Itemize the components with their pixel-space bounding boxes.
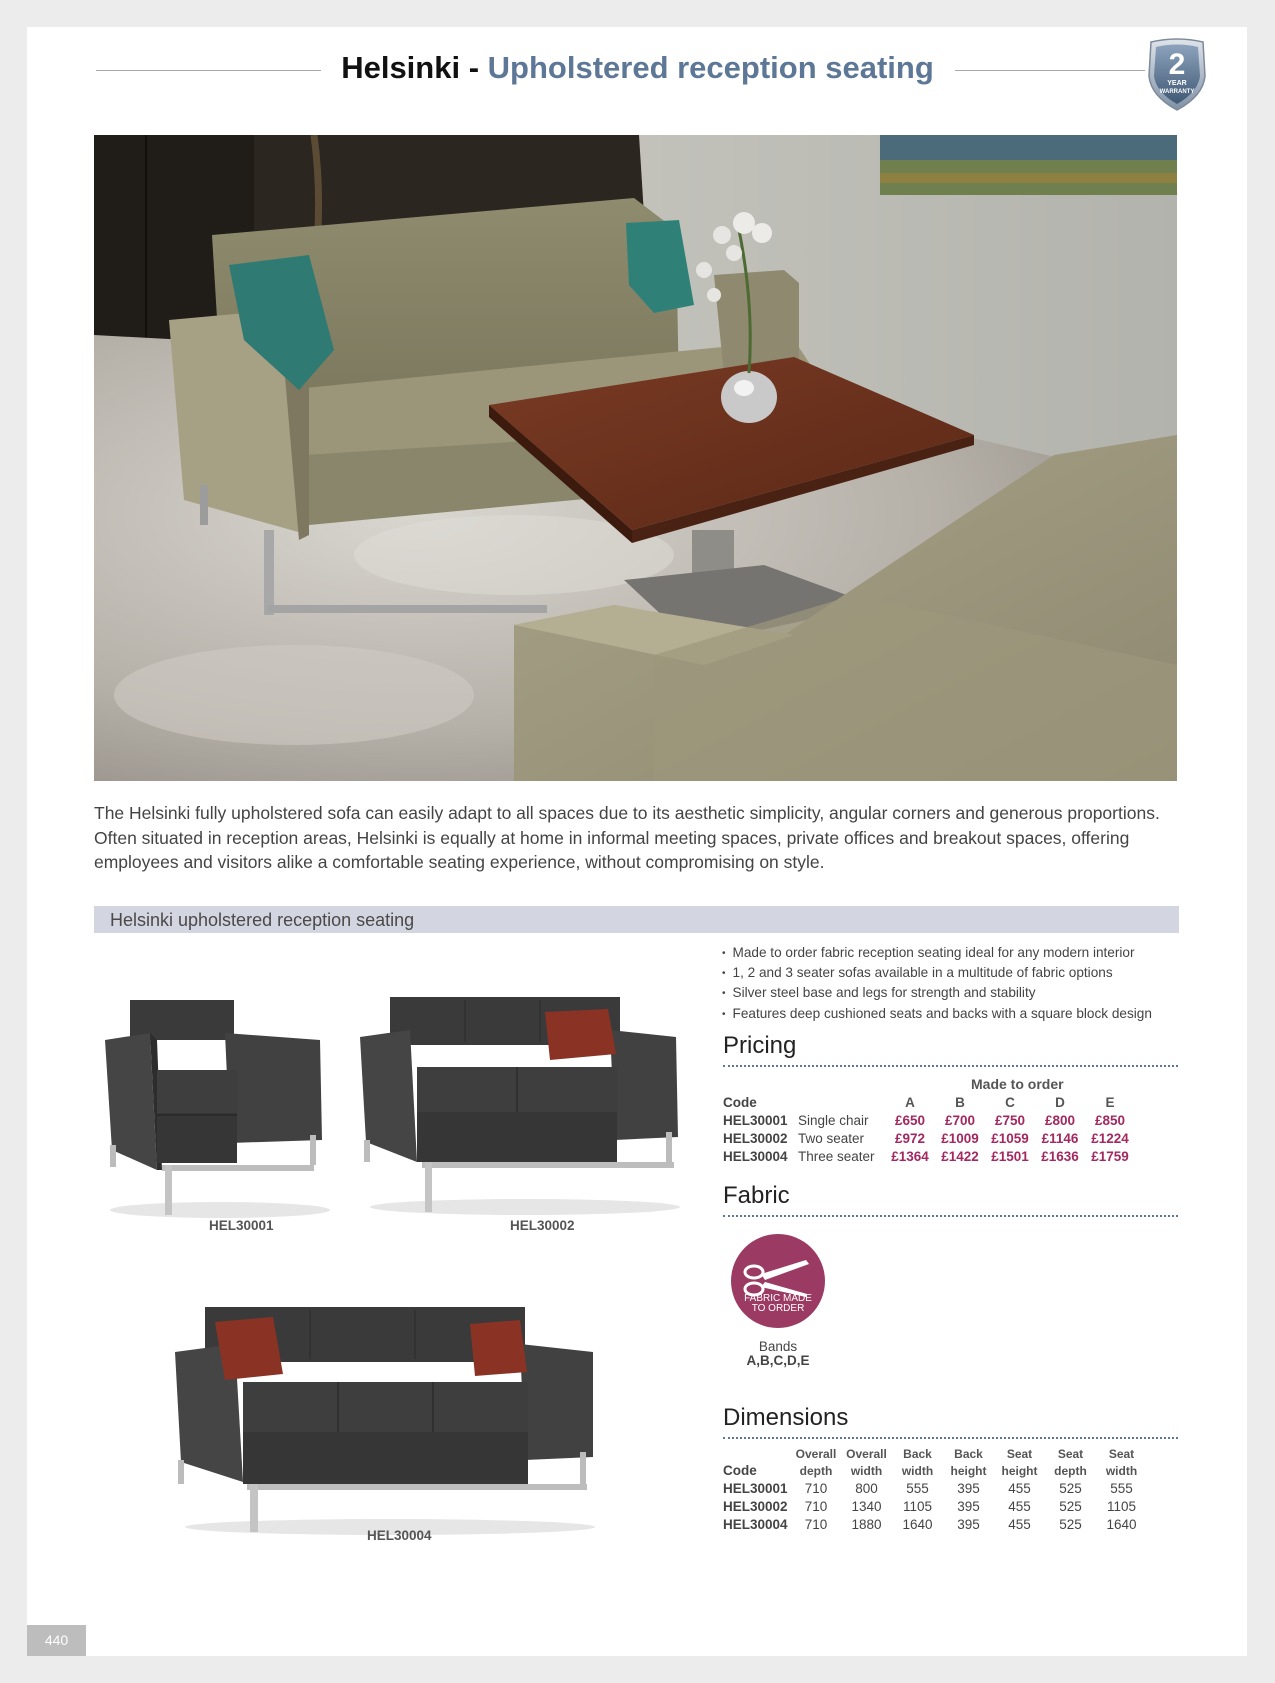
fabric-heading: Fabric — [723, 1182, 790, 1209]
row-code: HEL30001 — [723, 1113, 788, 1128]
bands-value: A,B,C,D,E — [746, 1353, 810, 1368]
dim-cell: 455 — [1008, 1517, 1031, 1532]
three-seater-image — [175, 1302, 595, 1537]
product-code-hel30001: HEL30001 — [209, 1218, 274, 1233]
dim-col-header: Seat — [1108, 1447, 1135, 1461]
feature-item: • Silver steel base and legs for strength and stability — [722, 984, 1152, 1004]
table-row — [723, 1112, 1135, 1130]
table-row — [723, 1148, 1135, 1166]
dim-cell: 455 — [1008, 1481, 1031, 1496]
dim-cell: 525 — [1059, 1499, 1082, 1514]
dim-cell: 710 — [804, 1499, 828, 1514]
feature-list — [722, 944, 1152, 1025]
row-code: HEL30004 — [723, 1149, 788, 1164]
price-cell: £1636 — [1041, 1149, 1079, 1164]
band-header: A — [905, 1095, 915, 1110]
feature-item: • Features deep cushioned seats and backs with a square block design — [722, 1005, 1152, 1025]
row-code: HEL30001 — [723, 1481, 788, 1496]
table-row — [723, 1130, 1135, 1148]
dim-cell: 1880 — [851, 1517, 882, 1532]
warranty-shield-icon — [1145, 38, 1209, 112]
dimensions-header-row-2 — [723, 1462, 1147, 1480]
price-cell: £1422 — [941, 1149, 979, 1164]
intro-paragraph: The Helsinki fully upholstered sofa can easily adapt to all spaces due to its aesthetic simplicity, angular corners and generous proportions. Often situated in reception areas, Helsinki is equally at home in informal meeting spaces, private offices and breakout spaces, offering employees and visitors alike a comfortable seating experience, without compromising on style. — [94, 803, 1160, 872]
dimensions-divider — [723, 1437, 1178, 1439]
price-cell: £1759 — [1091, 1149, 1129, 1164]
dim-col-header: depth — [799, 1464, 833, 1478]
dim-col-header: Seat — [1057, 1447, 1084, 1461]
warranty-number: 2 — [1168, 48, 1186, 81]
warranty-year: YEAR — [1167, 80, 1187, 87]
band-header: E — [1105, 1095, 1115, 1110]
dim-cell: 710 — [804, 1517, 828, 1532]
fabric-divider — [723, 1215, 1178, 1217]
fabric-badge-text — [731, 1294, 825, 1314]
fabric-badge-line2: TO ORDER — [751, 1303, 805, 1314]
price-cell: £800 — [1044, 1113, 1076, 1128]
dim-cell: 710 — [804, 1481, 828, 1496]
dim-code-header: Code — [723, 1463, 757, 1478]
dim-cell: 1640 — [1106, 1517, 1137, 1532]
row-description: Single chair — [798, 1113, 869, 1128]
dim-col-header: width — [1105, 1464, 1138, 1478]
dim-col-header: height — [950, 1464, 987, 1478]
single-chair-image — [100, 995, 330, 1220]
dim-col-header: Overall — [795, 1447, 837, 1461]
dim-col-header: Back — [903, 1447, 932, 1461]
dim-col-header: width — [850, 1464, 883, 1478]
title-product-name: Helsinki - — [341, 50, 480, 85]
dim-cell: 555 — [906, 1481, 929, 1496]
bands-label: Bands — [758, 1339, 798, 1354]
warranty-label: WARRANTY — [1159, 89, 1195, 95]
price-cell: £1364 — [891, 1149, 929, 1164]
band-header: D — [1055, 1095, 1065, 1110]
row-description: Two seater — [798, 1131, 865, 1146]
dimensions-table — [723, 1446, 1147, 1534]
table-row — [723, 1498, 1147, 1516]
two-seater-image — [360, 992, 680, 1217]
row-code: HEL30004 — [723, 1517, 788, 1532]
row-code: HEL30002 — [723, 1131, 788, 1146]
dim-col-header: Back — [954, 1447, 983, 1461]
dim-col-header: height — [1001, 1464, 1038, 1478]
dim-cell: 1340 — [851, 1499, 882, 1514]
table-row — [723, 1480, 1147, 1498]
price-cell: £850 — [1094, 1113, 1126, 1128]
price-cell: £1224 — [1091, 1131, 1129, 1146]
price-cell: £700 — [944, 1113, 976, 1128]
row-code: HEL30002 — [723, 1499, 788, 1514]
band-header: B — [955, 1095, 965, 1110]
pricing-divider — [723, 1065, 1178, 1067]
dim-cell: 1640 — [902, 1517, 933, 1532]
price-cell: £650 — [894, 1113, 926, 1128]
price-cell: £1009 — [941, 1131, 979, 1146]
pricing-table — [723, 1094, 1135, 1166]
feature-item: • 1, 2 and 3 seater sofas available in a multitude of fabric options — [722, 964, 1152, 984]
dim-cell: 395 — [957, 1499, 980, 1514]
dim-cell: 555 — [1110, 1481, 1133, 1496]
page-title — [0, 50, 1275, 86]
dim-cell: 1105 — [1106, 1499, 1137, 1514]
table-row — [723, 1516, 1147, 1534]
dimensions-header-row-1 — [723, 1446, 1147, 1462]
price-cell: £1146 — [1041, 1131, 1079, 1146]
dim-cell: 455 — [1008, 1499, 1031, 1514]
dim-cell: 800 — [855, 1481, 878, 1496]
price-cell: £972 — [894, 1131, 926, 1146]
made-to-order-label: Made to order — [971, 1076, 1064, 1092]
feature-item: • Made to order fabric reception seating ideal for any modern interior — [722, 944, 1152, 964]
product-code-hel30002: HEL30002 — [510, 1218, 575, 1233]
fabric-bands — [731, 1340, 825, 1368]
section-title: Helsinki upholstered reception seating — [110, 910, 415, 930]
dim-col-header: width — [901, 1464, 934, 1478]
title-product-type: Upholstered reception seating — [487, 50, 934, 85]
product-code-hel30004: HEL30004 — [367, 1528, 432, 1543]
row-description: Three seater — [798, 1149, 875, 1164]
dim-col-header: depth — [1054, 1464, 1087, 1478]
dimensions-heading: Dimensions — [723, 1404, 849, 1431]
pricing-header-row — [723, 1094, 1135, 1112]
dim-col-header: Overall — [846, 1447, 887, 1461]
dim-col-header: Seat — [1006, 1447, 1033, 1461]
page-number: 440 — [27, 1625, 86, 1656]
dim-cell: 395 — [957, 1517, 980, 1532]
dim-cell: 395 — [957, 1481, 980, 1496]
hero-image — [94, 135, 1177, 781]
price-cell: £1501 — [991, 1149, 1029, 1164]
band-header: C — [1005, 1095, 1015, 1110]
dim-cell: 525 — [1059, 1481, 1082, 1496]
price-cell: £1059 — [991, 1131, 1029, 1146]
pricing-heading: Pricing — [723, 1032, 797, 1059]
pricing-code-header: Code — [723, 1095, 757, 1110]
section-header — [94, 906, 1179, 933]
price-cell: £750 — [994, 1113, 1026, 1128]
dim-cell: 1105 — [902, 1499, 933, 1514]
dim-cell: 525 — [1059, 1517, 1082, 1532]
fabric-badge-line1: FABRIC MADE — [744, 1293, 812, 1304]
